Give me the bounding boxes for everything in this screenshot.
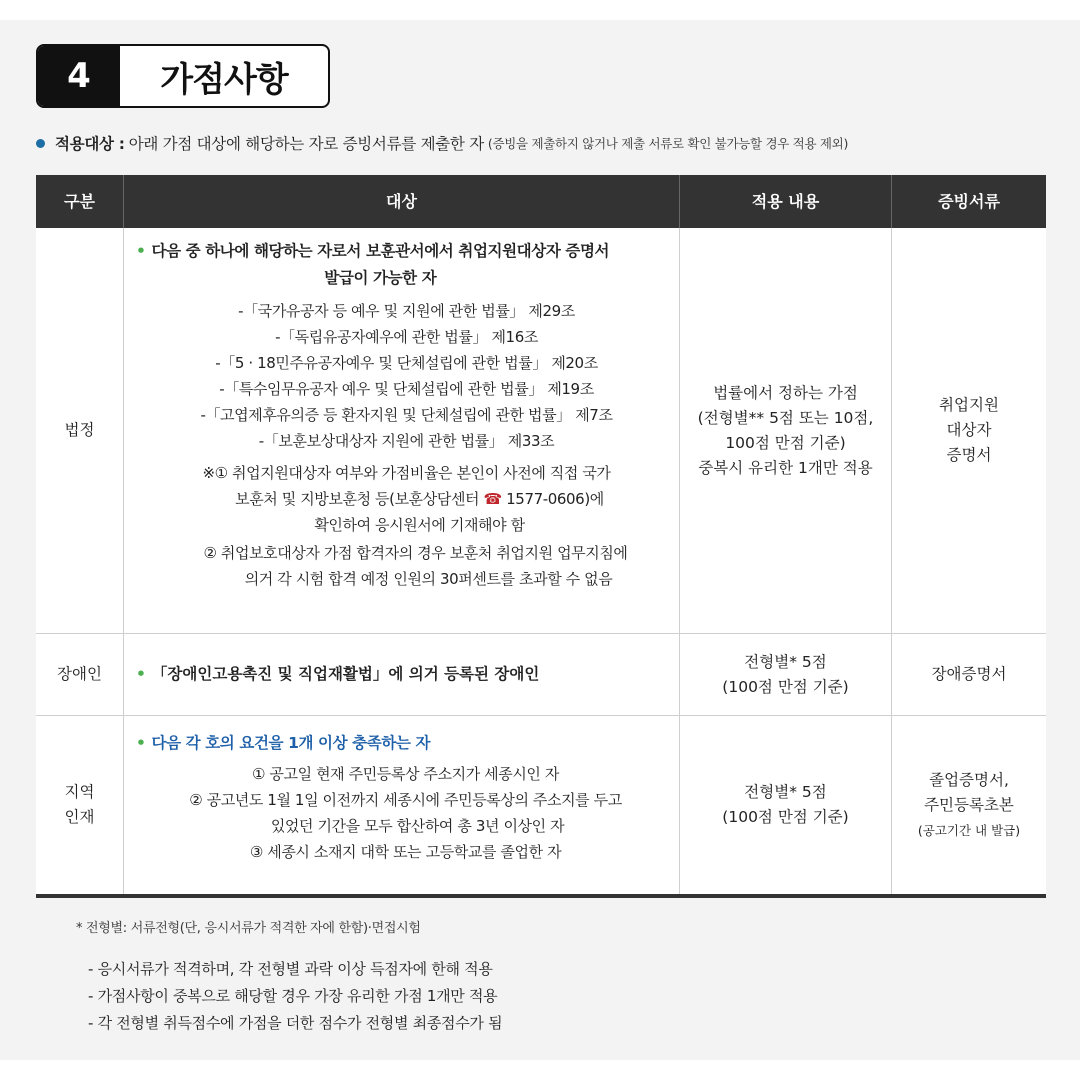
list-item: - 응시서류가 적격하며, 각 전형별 과락 이상 득점자에 한해 적용 bbox=[88, 960, 493, 978]
list-item: -「고엽제후유의증 등 환자지원 및 단체설립에 관한 법률」 제7조 bbox=[200, 406, 613, 424]
header-category: 구분 bbox=[36, 175, 124, 228]
row-category: 장애인 bbox=[36, 634, 124, 715]
header-apply: 적용 내용 bbox=[680, 175, 892, 228]
table-row-local bbox=[36, 716, 1046, 894]
list-item: -「독립유공자예우에 관한 법률」 제16조 bbox=[275, 328, 538, 346]
section-number: 4 bbox=[38, 46, 120, 106]
note-2: ② 취업보호대상자 가점 합격자의 경우 보훈처 취업지원 업무지침에 의거 각 시험 합격 예정 인원의 30퍼센트를 초과할 수 없음 bbox=[203, 544, 628, 588]
row-category: 지역 인재 bbox=[36, 716, 124, 894]
list-item: - 가점사항이 중복으로 해당할 경우 가장 유리한 가점 1개만 적용 bbox=[88, 987, 498, 1005]
footnote-list bbox=[88, 956, 502, 1037]
table-row-legal bbox=[36, 228, 1046, 634]
green-bullet-icon: • bbox=[136, 665, 146, 683]
section-badge bbox=[36, 44, 330, 108]
list-item: ③ 세종시 소재지 대학 또는 고등학교를 졸업한 자 bbox=[249, 843, 562, 861]
row-proof: 장애증명서 bbox=[931, 665, 1007, 683]
row-target: • 다음 각 호의 요건을 1개 이상 충족하는 자 ① 공고일 현재 주민등록상 주소지가 세종시인 자 ② 공고년도 1월 1일 이전까지 세종시에 주민등록상의 주소지를 두고 있었던 기간을 모두 합산하여 총 3년 이상인 자 ③ 세종시 소재지 대학 또는 고등학교를 졸업한 자 bbox=[124, 716, 680, 894]
scope-note: (증빙을 제출하지 않거나 제출 서류로 확인 불가능할 경우 적용 제외) bbox=[487, 136, 849, 151]
scope-line bbox=[36, 130, 1046, 156]
bonus-table bbox=[36, 175, 1046, 898]
table-row-disabled bbox=[36, 634, 1046, 716]
target-title: • 다음 중 하나에 해당하는 자로서 보훈관서에서 취업지원대상자 증명서 발급이 가능한 자 bbox=[136, 238, 665, 292]
scope-text: 아래 가점 대상에 해당하는 자로 증빙서류를 제출한 자 bbox=[128, 135, 484, 153]
phone-icon: ☎ bbox=[483, 490, 502, 508]
scope-label: 적용대상 : bbox=[55, 135, 125, 153]
row-proof: 취업지원 대상자 증명서 bbox=[939, 396, 999, 464]
page bbox=[0, 20, 1080, 1060]
header-proof: 증빙서류 bbox=[938, 192, 1000, 211]
list-item: -「특수임무유공자 예우 및 단체설립에 관한 법률」 제19조 bbox=[219, 380, 594, 398]
table-header-row bbox=[36, 175, 1046, 228]
green-bullet-icon: • bbox=[136, 734, 146, 752]
row-apply: 전형별* 5점 (100점 만점 기준) bbox=[680, 716, 892, 894]
row-proof: 졸업증명서, 주민등록초본 (공고기간 내 발급) bbox=[917, 770, 1021, 838]
row-apply: 법률에서 정하는 가점 (전형별** 5점 또는 10점, 100점 만점 기준) 중복시 유리한 1개만 적용 bbox=[680, 228, 892, 633]
list-item: -「보훈보상대상자 지원에 관한 법률」 제33조 bbox=[258, 432, 555, 450]
row-category: 법정 bbox=[36, 228, 124, 633]
requirement-list bbox=[136, 761, 665, 865]
bullet-dot-icon bbox=[36, 139, 45, 148]
list-item: ② 공고년도 1월 1일 이전까지 세종시에 주민등록상의 주소지를 두고 있었던 기간을 모두 합산하여 총 3년 이상인 자 bbox=[189, 791, 622, 835]
header-target: 대상 bbox=[124, 175, 680, 228]
law-list bbox=[136, 298, 665, 454]
row-apply: 전형별* 5점 (100점 만점 기준) bbox=[680, 634, 892, 715]
section-title: 가점사항 bbox=[160, 59, 288, 100]
footnote-title: * 전형별: 서류전형(단, 응시서류가 적격한 자에 한함)·면접시험 bbox=[76, 921, 421, 936]
list-item: - 각 전형별 취득점수에 가점을 더한 점수가 전형별 최종점수가 됨 bbox=[88, 1014, 503, 1032]
list-item: -「5 · 18민주유공자예우 및 단체설립에 관한 법률」 제20조 bbox=[215, 354, 598, 372]
row-target bbox=[124, 228, 680, 633]
green-bullet-icon: • bbox=[136, 242, 146, 260]
note-1: ※① 취업지원대상자 여부와 가점비율은 본인이 사전에 직접 국가 보훈처 및 지방보훈청 등(보훈상담센터 ☎ 1577-0606)에 확인하여 응시원서에 기재해야 함 bbox=[202, 464, 611, 534]
row-target: • 「장애인고용촉진 및 직업재활법」에 의거 등록된 장애인 bbox=[124, 634, 680, 715]
list-item: ① 공고일 현재 주민등록상 주소지가 세종시인 자 bbox=[252, 765, 559, 783]
list-item: -「국가유공자 등 예우 및 지원에 관한 법률」 제29조 bbox=[238, 302, 575, 320]
